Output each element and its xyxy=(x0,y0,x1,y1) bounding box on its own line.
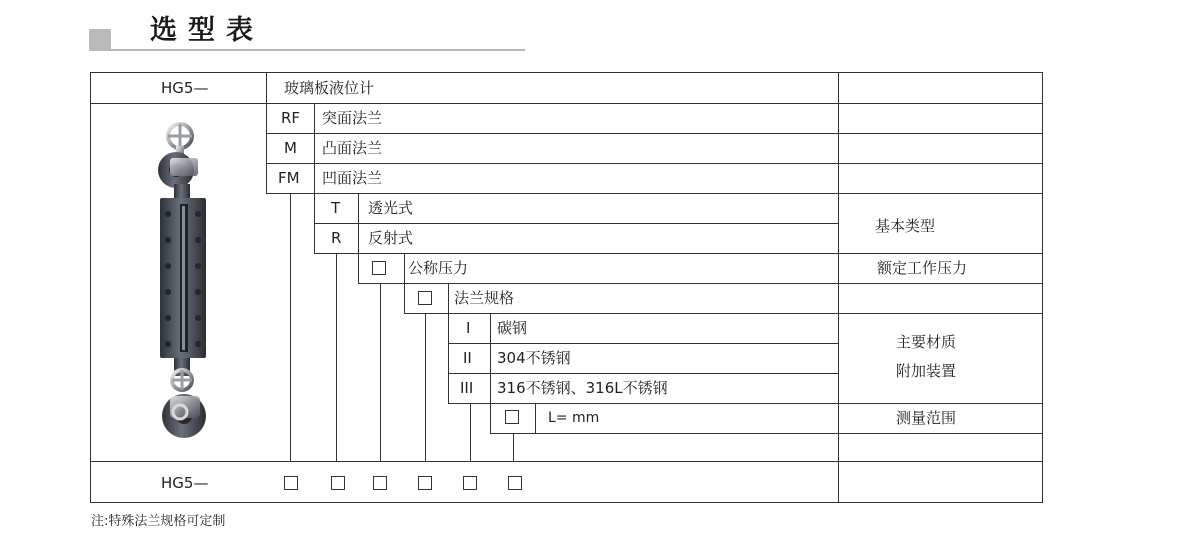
material-label-i: 碳钢 xyxy=(497,319,528,337)
connection-code-fm: FM xyxy=(278,169,300,187)
flange-spec-label: 法兰规格 xyxy=(454,289,515,307)
flange-spec-checkbox xyxy=(418,291,432,305)
material-label-ii: 304不锈钢 xyxy=(497,349,571,367)
length-label: L= mm xyxy=(548,410,600,426)
view-code-t: T xyxy=(331,199,341,217)
level-gauge-image xyxy=(152,118,218,440)
footer-model-code: HG5— xyxy=(161,474,209,492)
label-rated-pressure: 额定工作压力 xyxy=(877,259,968,277)
footer-checkbox-2 xyxy=(331,476,345,490)
view-code-r: R xyxy=(331,229,342,247)
material-code-i: I xyxy=(466,319,471,337)
view-label-r: 反射式 xyxy=(368,229,414,247)
footer-checkbox-6 xyxy=(508,476,522,490)
product-name: 玻璃板液位计 xyxy=(284,79,375,97)
material-label-iii: 316不锈钢、316L不锈钢 xyxy=(497,379,668,397)
page-title: 选型表 xyxy=(150,15,264,46)
label-basic-type: 基本类型 xyxy=(875,217,936,235)
footer-checkbox-1 xyxy=(284,476,298,490)
bottom-handwheel xyxy=(172,370,192,390)
material-code-iii: III xyxy=(460,379,474,397)
label-measure-range: 测量范围 xyxy=(896,409,957,427)
connection-label-m: 凸面法兰 xyxy=(322,139,383,157)
footer-checkbox-3 xyxy=(373,476,387,490)
model-code: HG5— xyxy=(161,79,209,97)
length-checkbox xyxy=(505,410,519,424)
footer-checkbox-4 xyxy=(418,476,432,490)
connection-code-m: M xyxy=(284,139,297,157)
pressure-checkbox xyxy=(372,261,386,275)
view-label-t: 透光式 xyxy=(368,199,414,217)
footer-checkbox-5 xyxy=(463,476,477,490)
connection-code-rf: RF xyxy=(281,109,301,127)
label-main-material: 主要材质 xyxy=(896,333,957,351)
connection-label-fm: 凹面法兰 xyxy=(322,169,383,187)
connection-label-rf: 突面法兰 xyxy=(322,109,383,127)
label-accessories: 附加装置 xyxy=(896,362,957,380)
material-code-ii: II xyxy=(463,349,472,367)
footnote: 注:特殊法兰规格可定制 xyxy=(91,514,226,529)
pressure-label: 公称压力 xyxy=(408,259,469,277)
